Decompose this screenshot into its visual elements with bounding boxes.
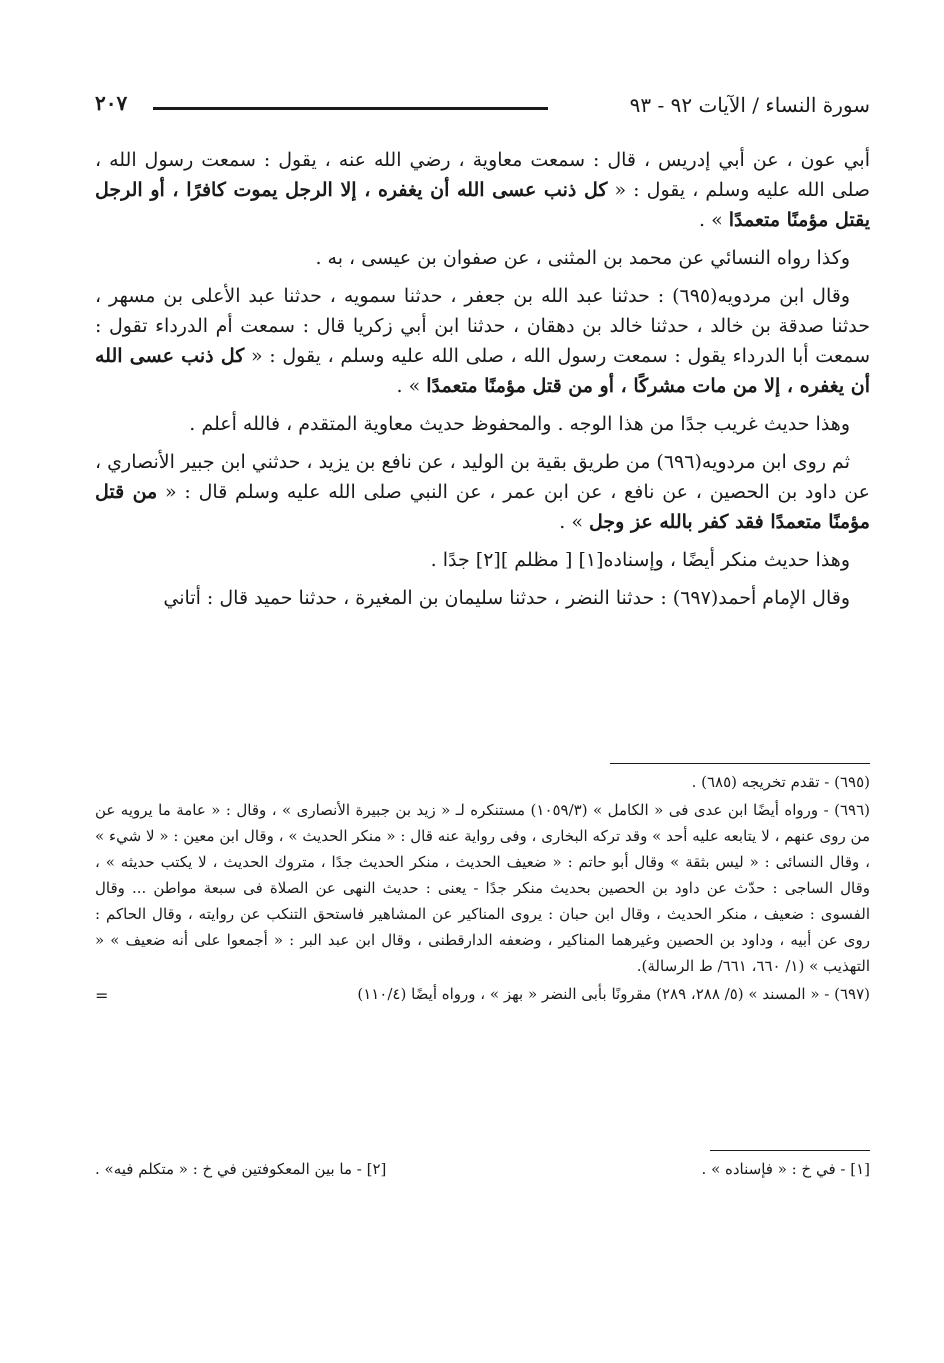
variant-note-1: [١] - في خ : « فإسناده » .	[701, 1160, 870, 1178]
page-number: ٢٠٧	[95, 91, 128, 115]
continuation-mark: =	[95, 986, 109, 1005]
paragraph-7	[95, 583, 870, 613]
paragraph-5	[95, 447, 870, 537]
footnote-697-text: (٦٩٧) - « المسند » (٥/ ٢٨٨، ٢٨٩) مقرونًا بأبى النضر « بهز » ، ورواه أيضًا (١١٠/٤)	[357, 985, 870, 1003]
narration-text: » .	[698, 209, 729, 231]
narration-text: وقال الإمام أحمد(٦٩٧) : حدثنا النضر ، حدثنا سليمان بن المغيرة ، حدثنا حميد قال : أتاني	[163, 587, 850, 609]
narration-text: ثم روى ابن مردويه(٦٩٦) من طريق بقية بن الوليد ، عن نافع بن يزيد ، حدثني ابن جبير الأنصاري ، عن داود بن الحصين ، عن نافع ، عن ابن عمر ، عن النبي صلى الله عليه وسلم قال : «	[95, 451, 871, 503]
paragraph-6	[95, 545, 870, 575]
narration-text: وهذا حديث غريب جدًا من هذا الوجه . والمحفوظ حديث معاوية المتقدم ، فالله أعلم .	[189, 413, 850, 435]
manuscript-variants	[95, 1160, 870, 1190]
narration-text: وقال ابن مردويه(٦٩٥) : حدثنا عبد الله بن جعفر ، حدثنا سمويه ، حدثنا عبد الأعلى بن مسهر ، حدثنا صدقة بن خالد ، حدثنا خالد بن دهقان ، حدثنا ابن أبي زكريا قال : سمعت أم الدرداء تقول : سمعت أبا الدرداء يقول : سمعت رسول الله ، صلى الله عليه وسلم ، يقول : «	[95, 285, 870, 367]
variant-note-2: [٢] - ما بين المعكوفتين في خ : « متكلم فيه» .	[95, 1160, 387, 1178]
variants-rule	[710, 1150, 870, 1151]
narration-text: وكذا رواه النسائي عن محمد بن المثنى ، عن صفوان بن عيسى ، به .	[315, 247, 850, 269]
running-title: سورة النساء / الآيات ٩٢ - ٩٣	[629, 93, 870, 117]
body-text	[95, 145, 870, 621]
running-header	[95, 85, 870, 125]
narration-text: أبي عون ، عن أبي إدريس ، قال : سمعت معاوية ، رضي الله عنه ، يقول : سمعت رسول الله ، صلى الله عليه وسلم ، يقول : «	[95, 149, 870, 201]
paragraph-3	[95, 281, 870, 401]
book-page	[95, 85, 870, 1285]
footnotes	[95, 769, 870, 1009]
narration-text: » .	[559, 511, 590, 533]
paragraph-1	[95, 145, 870, 235]
footnote-696: (٦٩٦) - ورواه أيضًا ابن عدى فى « الكامل » (١٠٥٩/٣) مستنكره لـ « زيد بن جبيرة الأنصارى » ، وقال : « عامة ما يرويه عن من روى عنهم ، لا يتابعه عليه أحد » وقد تركه البخارى ، وفى رواية عنه قال : « منكر الحديث » ، وقال ابن معين : « لا شيء » ، وقال النسائى : « ليس بثقة » وقال أبو حاتم : « ضعيف الحديث ، منكر الحديث جدًا ، متروك الحديث ، لا يكتب حديثه » ، وقال الساجى : حدّث عن داود بن الحصين بحديث منكر جدًا - يعنى : حديث النهى عن الصلاة فى سبعة مواطن ... وقال الفسوى : ضعيف ، منكر الحديث ، وقال ابن حبان : يروى المناكير عن المشاهير فاستحق التنكب عن روايته ، وقال الحاكم : روى عن أبيه ، وداود بن الحصين وغيرهما المناكير ، وضعفه الدارقطنى ، وقال ابن عبد البر : « أجمعوا على أنه ضعيف » « التهذيب » (١/ ٦٦٠، ٦٦١/ ط الرسالة).	[95, 801, 870, 975]
hadith-text: كل ذنب عسى الله أن يغفره ، إلا من مات مشركًا ، أو من قتل مؤمنًا متعمدًا	[95, 345, 870, 397]
narration-text: » .	[396, 375, 427, 397]
footnote-695: (٦٩٥) - تقدم تخريجه (٦٨٥) .	[691, 773, 870, 791]
paragraph-4	[95, 409, 870, 439]
footnote-697	[95, 981, 870, 1007]
footnotes-rule	[610, 763, 870, 764]
header-rule	[153, 107, 548, 110]
hadith-text: من قتل مؤمنًا متعمدًا فقد كفر بالله عز وجل	[95, 481, 870, 533]
paragraph-2	[95, 243, 870, 273]
narration-text: وهذا حديث منكر أيضًا ، وإسناده[١] [ مظلم ][٢] جدًا .	[430, 549, 850, 571]
hadith-text: كل ذنب عسى الله أن يغفره ، إلا الرجل يموت كافرًا ، أو الرجل يقتل مؤمنًا متعمدًا	[95, 179, 870, 231]
